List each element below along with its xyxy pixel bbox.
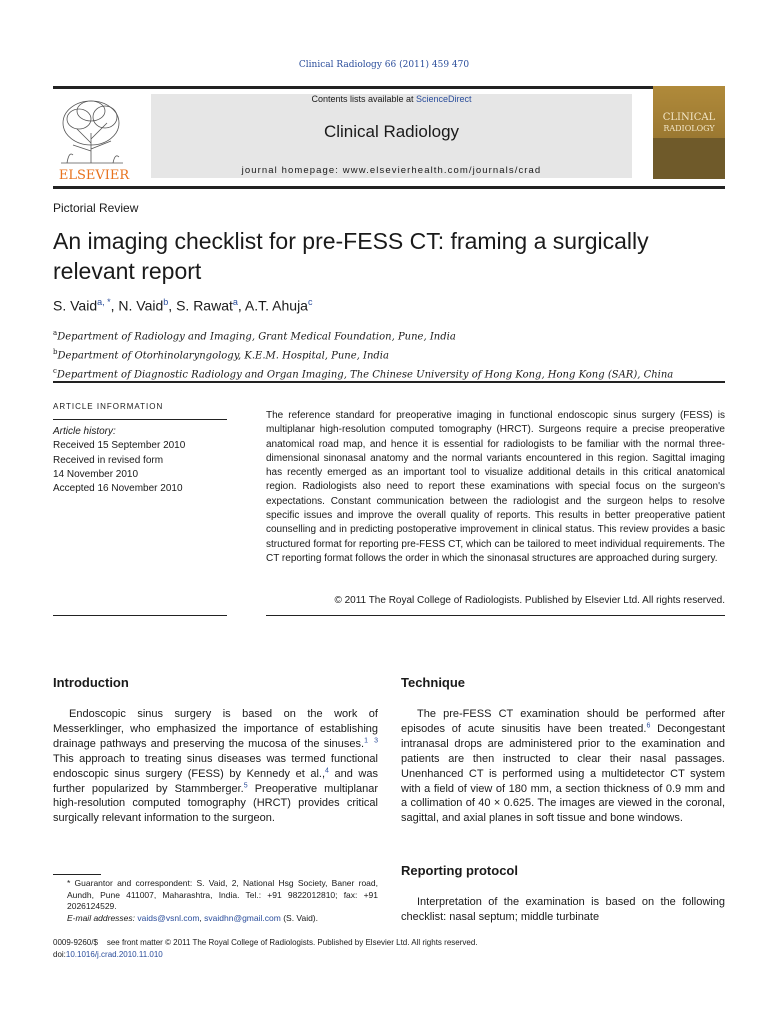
email-suffix: (S. Vaid).	[283, 912, 318, 923]
author-affiliation-mark[interactable]: a, *	[97, 297, 111, 307]
article-info-mid-rule	[53, 419, 227, 420]
author-affiliation-mark[interactable]: c	[307, 297, 313, 307]
author-separator: ,	[237, 297, 245, 314]
history-item: Accepted 16 November 2010	[53, 483, 183, 495]
affiliation-mark: c	[53, 367, 57, 376]
article-title: An imaging checklist for pre-FESS CT: framing a surgically relevant report	[53, 228, 649, 284]
article-type: Pictorial Review	[53, 201, 139, 215]
article-history	[53, 425, 233, 496]
abstract-text: The reference standard for preoperative imaging in functional endoscopic sinus surgery (FESS) is multiplanar high-resolution computed tomography (HRCT). Surgeons require a precise preoperative anatomical road map, and hence it is essential for radiologists to be familiar with the normal three-dimensional sinonasal anatomy and the normal variants encountered in this region. Sagittal imaging has recently emerged as an important tool to visualize additional details in this critical anatomical region. Radiologists also need to report these examinations with special focus on the surgeon's expectations. Constant communication between the radiologist and the surgeon helps to resolve specific issues and improve the overall quality of reports. This results in better preoperative patient counselling and in predicting postoperative improvement in clinical status. This review provides a basic structured format for reporting pre-FESS CT, which can be tailored to meet individual requirements. The CT reporting format follows the order in which the sinonasal structures are approached during surgery.	[266, 410, 725, 564]
sciencedirect-link[interactable]: ScienceDirect	[416, 94, 472, 104]
abstract-bottom-rule	[266, 615, 725, 616]
journal-homepage[interactable]: journal homepage: www.elsevierhealth.com/journals/crad	[241, 165, 542, 176]
journal-cover-thumbnail[interactable]	[653, 86, 725, 179]
article-info-top-rule	[53, 381, 725, 383]
footnote-address: * Guarantor and correspondent: S. Vaid, 2, National Hsg Society, Baner road, Aundh, Pune 411007, Maharashtra, India. Tel.: +91 9822012810; fax: +91 2026124529.	[67, 878, 378, 911]
issn-line: 0009-9260/$ see front matter © 2011 The Royal College of Radiologists. Published by Elsevier Ltd. All rights reserved.	[53, 938, 478, 947]
citation-ref[interactable]: 5	[243, 781, 248, 789]
author-name: A.T. Ahuja	[244, 297, 308, 314]
history-item: Received in revised form	[53, 454, 164, 466]
affiliation-mark: b	[53, 348, 58, 357]
intro-text: and was further popularized by Stammberger.	[53, 767, 378, 795]
technique-text: Decongestant intranasal drops are administered prior to the examination and patients are then instructed to clear their nasal passages. Unenhanced CT is performed using a multidetector CT system with a field of view of 180 mm, a section thickness of 0.9 mm and a collimation of 40 × 0.625. The images are viewed in the coronal, sagittal, and axial planes in soft tissue and bone windows.	[401, 722, 726, 825]
email-label: E-mail addresses:	[67, 912, 136, 923]
introduction-paragraph	[53, 707, 378, 826]
email-link[interactable]: svaidhn@gmail.com	[204, 912, 281, 923]
article-info-bottom-rule	[53, 615, 227, 616]
affiliation-list	[53, 326, 725, 383]
author-name: N. Vaid	[118, 297, 164, 314]
author-separator: ,	[110, 297, 119, 314]
affiliation-text: Department of Diagnostic Radiology and Organ Imaging, The Chinese University of Hong Kong, Hong Kong (SAR), China	[56, 369, 674, 381]
history-item: 14 November 2010	[53, 468, 139, 480]
reporting-protocol-heading: Reporting protocol	[401, 863, 518, 878]
article-info-heading: ARTICLE INFORMATION	[53, 402, 164, 411]
author-affiliation-mark[interactable]: b	[163, 297, 169, 307]
cover-band	[653, 138, 725, 179]
cover-title-1: CLINICAL	[662, 112, 716, 123]
doi-label: doi:	[53, 950, 66, 959]
doi-link[interactable]: 10.1016/j.crad.2010.11.010	[65, 950, 163, 959]
author-affiliation-mark[interactable]: a	[232, 297, 238, 307]
affiliation-item	[53, 326, 725, 345]
author-name: S. Vaid	[53, 297, 98, 314]
masthead-journal-title: Clinical Radiology	[323, 122, 460, 141]
elsevier-wordmark: ELSEVIER	[58, 168, 130, 181]
technique-paragraph	[401, 707, 725, 826]
introduction-heading: Introduction	[53, 675, 129, 690]
doi-line	[53, 950, 163, 959]
author-separator: ,	[168, 297, 177, 314]
abstract-copyright: © 2011 The Royal College of Radiologists. Published by Elsevier Ltd. All rights reserved.	[334, 595, 725, 606]
journal-citation[interactable]: Clinical Radiology 66 (2011) 459 470	[298, 60, 470, 70]
elsevier-tree-icon	[53, 93, 135, 181]
affiliation-text: Department of Radiology and Imaging, Grant Medical Foundation, Pune, India	[57, 331, 456, 343]
history-item: Received 15 September 2010	[53, 440, 186, 452]
header-top-rule	[53, 86, 725, 89]
reporting-protocol-paragraph: Interpretation of the examination is based on the following checklist: nasal septum; middle turbinate	[401, 896, 725, 923]
email-link[interactable]: vaids@vsnl.com	[137, 912, 200, 923]
citation-ref[interactable]: 1 3	[364, 737, 378, 745]
footnote-emails: E-mail addresses: vaids@vsnl.com, svaidhn@gmail.com (S. Vaid).	[67, 912, 318, 923]
header-bottom-rule	[53, 186, 725, 189]
author-name: S. Rawat	[176, 297, 233, 314]
footnote-rule	[53, 874, 101, 875]
citation-ref[interactable]: 6	[646, 722, 651, 730]
history-label: Article history:	[53, 426, 116, 437]
intro-text: Preoperative multiplanar high-resolution computed tomography (HRCT) provides critical surgically relevant information to the surgeon.	[53, 782, 378, 825]
elsevier-logo[interactable]	[53, 93, 135, 181]
intro-text: Endoscopic sinus surgery is based on the work of Messerklinger, who emphasized the importance of establishing drainage pathways and preserving the mucosa of the sinuses.	[53, 708, 378, 750]
affiliation-text: Department of Otorhinolaryngology, K.E.M. Hospital, Pune, India	[57, 350, 389, 362]
contents-line	[151, 94, 632, 104]
corresponding-author-footnote	[53, 878, 378, 924]
affiliation-item	[53, 345, 725, 364]
technique-heading: Technique	[401, 675, 466, 690]
intro-text: This approach to treating sinus diseases was termed functional endoscopic sinus surgery (FESS) by Kennedy et al.,	[53, 752, 378, 780]
citation-ref[interactable]: 4	[325, 766, 329, 774]
contents-prefix: Contents lists available at	[311, 94, 417, 104]
cover-title-2: RADIOLOGY	[663, 124, 715, 133]
affiliation-mark: a	[53, 329, 58, 337]
author-list	[53, 297, 312, 314]
technique-text: The pre-FESS CT examination should be performed after episodes of acute sinusitis have been treated.	[401, 708, 725, 735]
